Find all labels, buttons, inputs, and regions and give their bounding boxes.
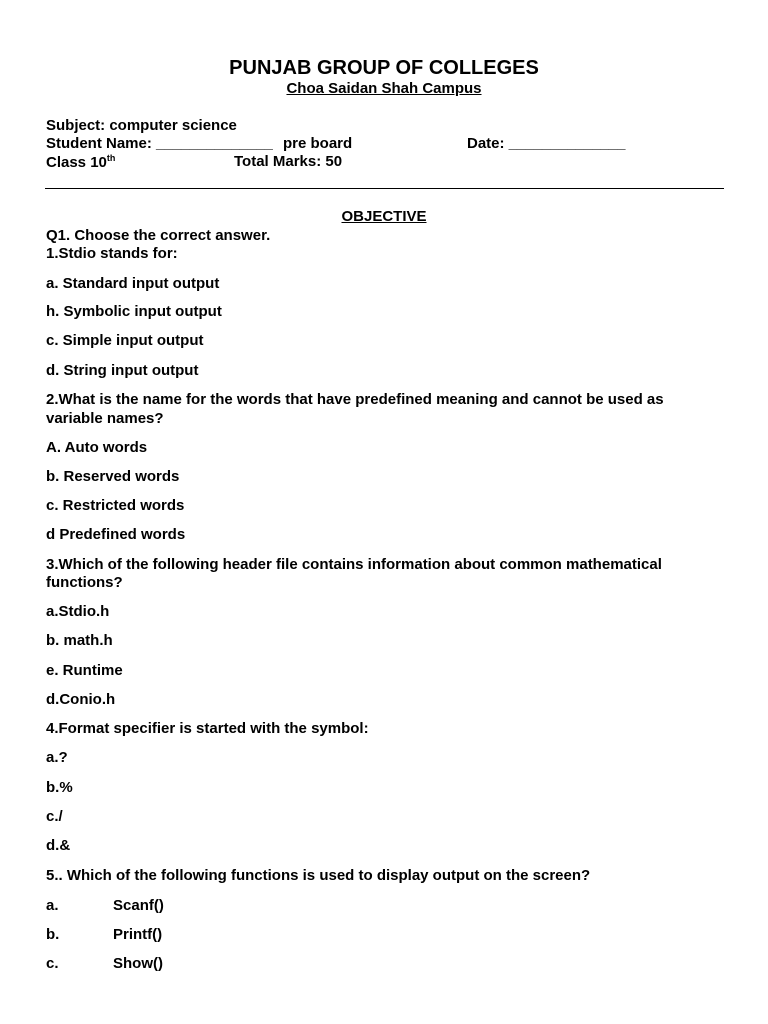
option: a. Standard input output: [46, 275, 220, 292]
instruction: Q1. Choose the correct answer.: [46, 227, 271, 244]
option-letter: b.: [46, 926, 60, 943]
student-name-field: Student Name: ______________: [46, 135, 273, 152]
question-text: 2.What is the name for the words that have predefined meaning and cannot be used as: [46, 391, 664, 408]
institution-title: PUNJAB GROUP OF COLLEGES: [229, 57, 539, 79]
option: b. Reserved words: [46, 468, 180, 485]
option: b.%: [46, 779, 73, 796]
option: A. Auto words: [46, 439, 148, 456]
option: b. math.h: [46, 632, 113, 649]
question-text: 3.Which of the following header file contains information about common mathematical: [46, 556, 662, 573]
question-text-cont: variable names?: [46, 410, 164, 427]
option: c./: [46, 808, 63, 825]
date-field: Date: ______________: [467, 135, 626, 152]
option: a.?: [46, 749, 68, 766]
total-marks: Total Marks: 50: [234, 153, 343, 170]
header-divider: [45, 188, 724, 189]
campus-subtitle: Choa Saidan Shah Campus: [286, 80, 482, 97]
option: d.&: [46, 837, 71, 854]
class-suffix: th: [106, 153, 116, 163]
option: e. Runtime: [46, 662, 123, 679]
option: c. Simple input output: [46, 332, 204, 349]
option: a.Stdio.h: [46, 603, 110, 620]
section-title: OBJECTIVE: [341, 208, 427, 225]
option-text: Scanf(): [113, 897, 164, 914]
option: c. Restricted words: [46, 497, 185, 514]
option: d Predefined words: [46, 526, 186, 543]
exam-type: pre board: [283, 135, 353, 152]
option-text: Show(): [113, 955, 163, 972]
option-letter: a.: [46, 897, 59, 914]
subject-line: Subject: computer science: [46, 117, 237, 134]
option: d. String input output: [46, 362, 199, 379]
option: h. Symbolic input output: [46, 303, 222, 320]
option: d.Conio.h: [46, 691, 116, 708]
question-text: 1.Stdio stands for:: [46, 245, 178, 262]
class-line: [46, 153, 115, 171]
question-text: 4.Format specifier is started with the symbol:: [46, 720, 369, 737]
option-text: Printf(): [113, 926, 163, 943]
class-label: Class 10: [46, 154, 107, 171]
option-letter: c.: [46, 955, 59, 972]
question-text: 5.. Which of the following functions is used to display output on the screen?: [46, 867, 591, 884]
question-text-cont: functions?: [46, 574, 123, 591]
